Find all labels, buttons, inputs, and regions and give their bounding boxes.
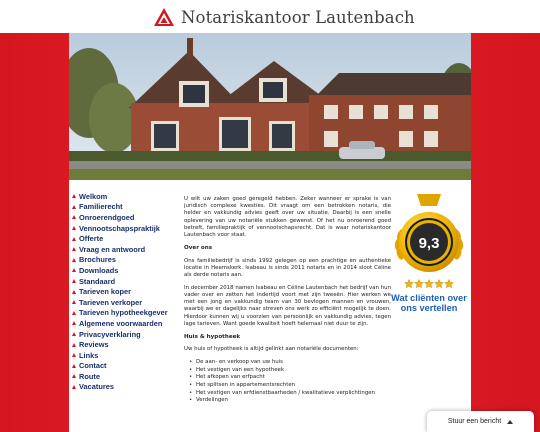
sidebar-item-label[interactable]: Privacyverklaring [79,329,141,339]
sidebar-item-tarieven-koper[interactable] [69,286,177,297]
list-item: • Het vestigen van een hypotheek [196,367,391,375]
sidebar-item-route[interactable] [69,371,177,382]
sidebar-item-label[interactable]: Tarieven verkoper [79,297,143,307]
sidebar-item-familierecht[interactable] [69,202,177,213]
sidebar-item-vacatures[interactable] [69,382,177,393]
list-item: • Het splitsen in appartementsrechten [196,382,391,390]
sidebar-item-label[interactable]: Tarieven hypotheekgever [79,308,168,318]
about-heading: Over ons [184,244,213,251]
sidebar-item-label[interactable]: Route [79,371,100,381]
list-item: • Het vestigen van erfdienstbaarheden / kwalitatieve verplichtingen [196,390,391,398]
triangle-bullet-icon [72,194,76,198]
list-item: • Het afkopen van erfpacht [196,374,391,382]
sidebar-item-label[interactable]: Standaard [79,276,116,286]
triangle-bullet-icon [72,290,76,294]
sidebar-item-label[interactable]: Contact [79,361,107,371]
sidebar-nav [69,191,177,392]
star-icon [425,279,434,287]
sidebar-item-label[interactable]: Vacatures [79,382,114,392]
building-photo [69,33,471,180]
sidebar-item-label[interactable]: Vennootschapspraktijk [79,223,160,233]
house-list [196,359,391,405]
sidebar-item-label[interactable]: Tarieven koper [79,287,132,297]
sidebar-item-label[interactable]: Links [79,350,99,360]
sidebar-item-privacyverklaring[interactable] [69,329,177,340]
triangle-bullet-icon [72,258,76,262]
chat-label[interactable]: Stuur een bericht [447,418,502,425]
about-paragraph-1: Ons familiebedrijf is sinds 1992 gelegen op een prachtige en authentieke locatie in Heemskerk. Isabeau is sinds 2011 notaris en in 2014 sloot Céline als derde notaris aan. [184,257,391,279]
triangle-bullet-icon [72,237,76,241]
sidebar-item-label[interactable]: Onroerendgoed [79,212,135,222]
triangle-bullet-icon [72,332,76,336]
sidebar-item-label[interactable]: Vraag en antwoord [79,244,146,254]
triangle-bullet-icon [72,311,76,315]
star-icon [415,279,424,287]
triangle-bullet-icon [72,226,76,230]
sidebar-item-label[interactable]: Reviews [79,340,109,350]
chevron-up-icon[interactable] [507,420,513,424]
sidebar-item-vennootschapspraktijk[interactable] [69,223,177,234]
rating-score: 9,3 [418,235,440,252]
main-page [69,180,471,432]
triangle-bullet-icon [72,385,76,389]
sidebar-item-vraag-en-antwoord[interactable] [69,244,177,255]
sidebar-item-label[interactable]: Welkom [79,191,108,201]
triangle-logo-icon [153,7,175,27]
sidebar-item-brochures[interactable] [69,255,177,266]
triangle-bullet-icon [72,374,76,378]
star-icon [435,279,444,287]
sidebar-item-tarieven-verkoper[interactable] [69,297,177,308]
site-header [0,0,540,33]
sidebar-item-onroerendgoed[interactable] [69,212,177,223]
sidebar-item-label[interactable]: Brochures [79,255,116,265]
sidebar-item-label[interactable]: Offerte [79,234,104,244]
star-icon [405,279,414,287]
sidebar-item-offerte[interactable] [69,233,177,244]
triangle-bullet-icon [72,343,76,347]
house-heading: Huis & hypotheek [184,333,241,340]
triangle-bullet-icon [72,247,76,251]
rating-medal-icon [387,190,471,294]
sidebar-item-welkom[interactable] [69,191,177,202]
about-paragraph-2: In december 2018 namen Isabeau en Céline Lautenbach het bedrijf van hun vader over en zetten het indertijd voort met zijn tweeën. Hier werken we met een jong en vakkundig team van 30 bevlogen mannen en vrouwen, waarbij we er dagelijks naar streven ons werk zo efficiënt mogelijk te doen. Hierdoor kunnen wij u voorzien van persoonlijk en vakkundig advies, tegen lage tarieven. Want goede kwaliteit hoeft helemaal niet duur te zijn. [184,284,391,327]
triangle-bullet-icon [72,205,76,209]
list-item: • De aan- en verkoop van uw huis [196,359,391,367]
triangle-bullet-icon [72,364,76,368]
triangle-bullet-icon [72,279,76,283]
triangle-bullet-icon [72,353,76,357]
sidebar-item-tarieven-hypotheekgever[interactable] [69,308,177,319]
sidebar-item-label[interactable]: Familierecht [79,202,123,212]
triangle-bullet-icon [72,321,76,325]
triangle-bullet-icon [72,300,76,304]
house-intro: Uw huis of hypotheek is altijd gelinkt aan notariële documenten: [184,346,359,353]
star-icon [445,279,454,287]
sidebar-item-algemene-voorwaarden[interactable] [69,318,177,329]
chat-widget[interactable] [427,411,534,432]
intro-paragraph: U wilt uw zaken goed geregeld hebben. Zeker wanneer er sprake is van juridisch complexe kwesties. Dit vraagt om een betrokken notaris, die helder en vakkundig advies geeft over uw situatie. Daarbij is een snelle oplevering van uw notariële stukken gewenst. Of het nu onroerend goed betreft, familiepraktijk of vennootschapsrecht. Dat is waar notariskantoor Lautenbach voor staat. [184,196,391,239]
logo[interactable] [153,5,415,29]
sidebar-item-contact[interactable] [69,361,177,372]
rating-caption[interactable]: Wat cliënten over ons vertellen [391,293,467,313]
triangle-bullet-icon [72,215,76,219]
sidebar-item-standaard[interactable] [69,276,177,287]
sidebar-item-reviews[interactable] [69,339,177,350]
sidebar-item-downloads[interactable] [69,265,177,276]
sidebar-item-label[interactable]: Algemene voorwaarden [79,318,163,328]
sidebar-item-links[interactable] [69,350,177,361]
triangle-bullet-icon [72,268,76,272]
sidebar-item-label[interactable]: Downloads [79,265,119,275]
list-item: • Verdelingen [196,397,391,405]
rating-widget[interactable] [387,190,471,313]
main-content [184,196,391,405]
site-title: Notariskantoor Lautenbach [181,7,415,27]
